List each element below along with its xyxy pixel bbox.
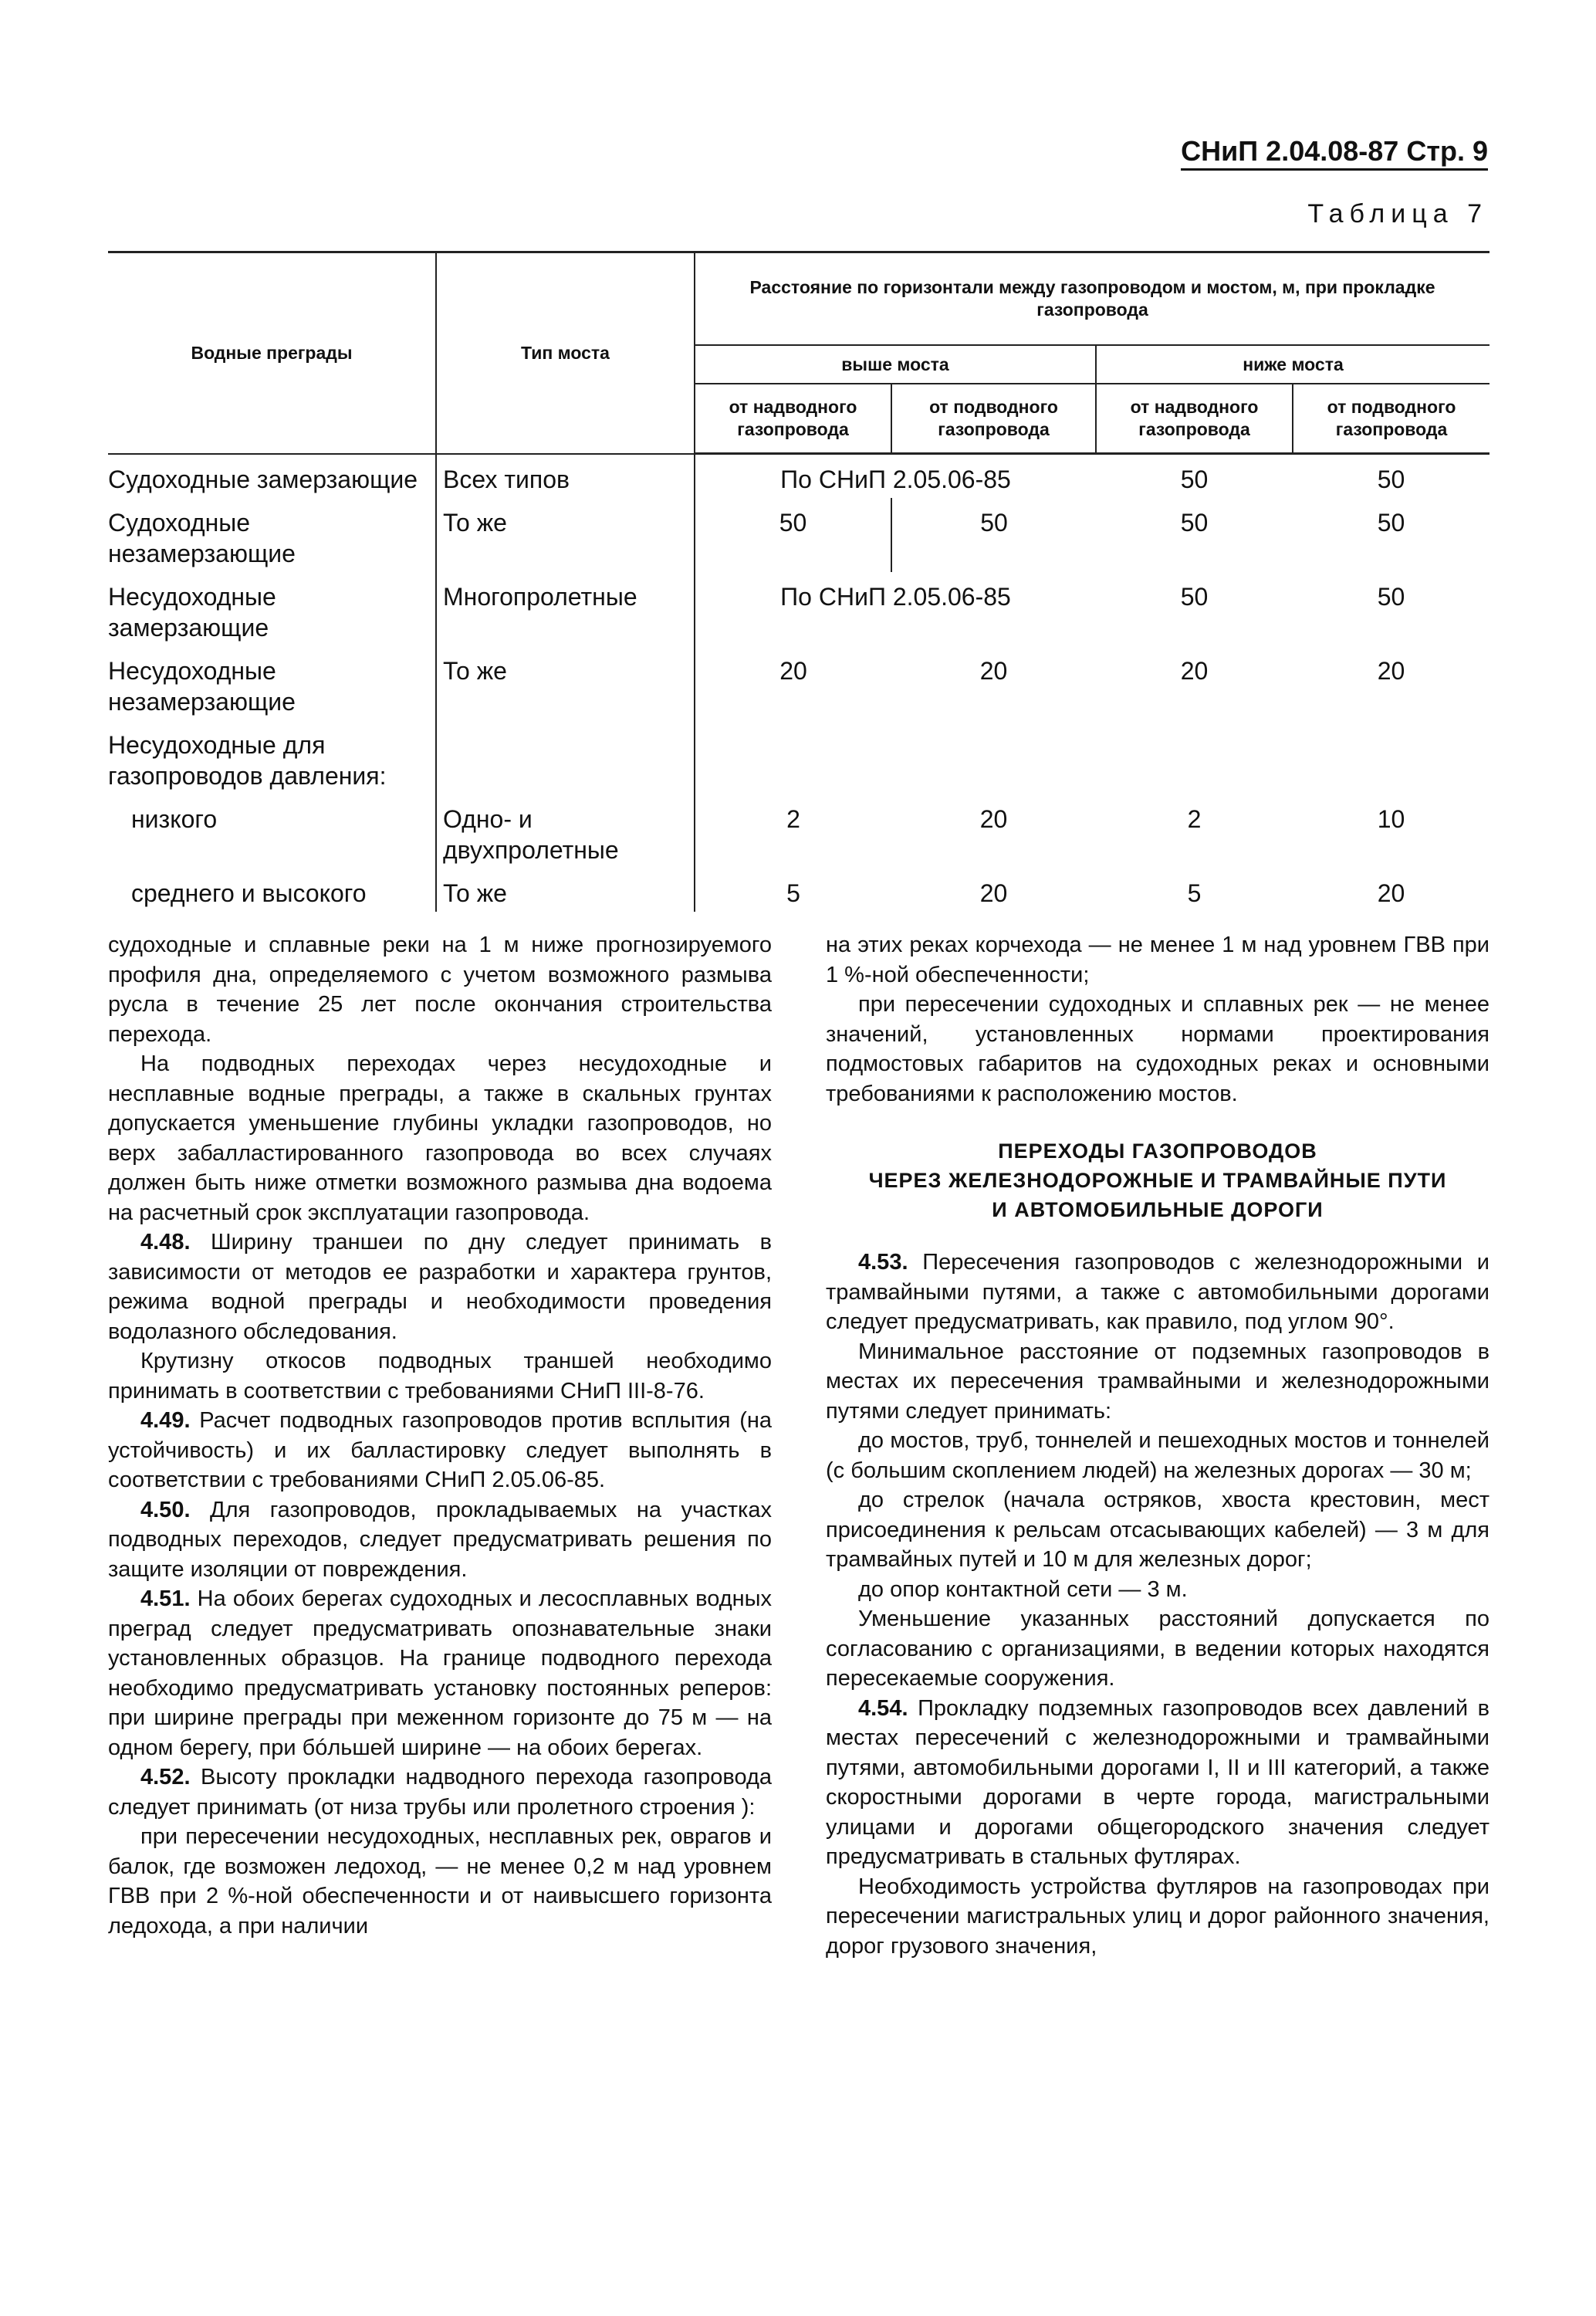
header-barriers: Водные преграды xyxy=(108,252,436,454)
header-above-from-overwater: от надводного газопровода xyxy=(695,384,891,454)
table-row: Несудоходные для газопроводов давления: xyxy=(108,720,1489,794)
paragraph: до опор контактной сети — 3 м. xyxy=(858,1576,1188,1602)
header-below-from-overwater: от надводного газопровода xyxy=(1096,384,1293,454)
header-bridge-type: Тип моста xyxy=(436,252,695,454)
clause-4-54: 4.54. Прокладку подземных газопроводов всех давлений в местах пересечений с железнодорожными и трамвайными путями, автомобильными дорогами I, II и III категорий, а также скоростными дорогами в черте города, магистральными улицами и дорогами общегородского значения следует предусматривать в стальных футлярах. xyxy=(826,1695,1489,1869)
paragraph: Необходимость устройства футляров на газопроводах при пересечении магистральных улиц и дорог районного значения, дорог грузового значения, xyxy=(826,1874,1489,1959)
header-below: ниже моста xyxy=(1096,345,1489,384)
clause-4-50: 4.50. Для газопроводов, прокладываемых на участках подводных переходов, следует предусматривать решения по защите изоляции от повреждения. xyxy=(108,1497,772,1582)
table-row: среднего и высокого То же 5 20 5 20 xyxy=(108,868,1489,912)
page-number: Стр. 9 xyxy=(1406,135,1488,167)
table-row: Несудоходные незамерзающие То же 20 20 20 20 xyxy=(108,646,1489,720)
header-below-from-underwater: от подводного газопровода xyxy=(1293,384,1489,454)
header-above: выше моста xyxy=(695,345,1096,384)
paragraph: до стрелок (начала остряков, хвоста крестовин, мест присоединения к рельсам отсасывающих кабелей) — 3 м для трамвайных путей и 10 м для железных дорог; xyxy=(826,1488,1489,1572)
table-row: Судоходные замерзающие Всех типов По СНиП 2.05.06-85 50 50 xyxy=(108,454,1489,499)
paragraph: Минимальное расстояние от подземных газопроводов в местах их пересечения трамвайными и железнодорожными путями следует принимать: xyxy=(826,1339,1489,1424)
paragraph: Уменьшение указанных расстояний допускается по согласованию с организациями, в ведении которых находятся пересекаемые сооружения. xyxy=(826,1607,1489,1691)
paragraph: на этих реках корчехода — не менее 1 м над уровнем ГВВ при 1 %-ной обеспеченности; xyxy=(826,933,1489,987)
table-caption: Таблица 7 xyxy=(1307,199,1488,229)
table-row: низкого Одно- и двухпролетные 2 20 2 10 xyxy=(108,794,1489,868)
header-distance: Расстояние по горизонтали между газопроводом и мостом, м, при прокладке газопровода xyxy=(695,252,1489,346)
section-heading: ПЕРЕХОДЫ ГАЗОПРОВОДОВ ЧЕРЕЗ ЖЕЛЕЗНОДОРОЖНЫЕ И ТРАМВАЙНЫЕ ПУТИ И АВТОМОБИЛЬНЫЕ ДОРОГИ xyxy=(868,1139,1447,1221)
paragraph: Крутизну откосов подводных траншей необходимо принимать в соответствии с требованиями СНиП III-8-76. xyxy=(108,1349,772,1403)
doc-code: СНиП 2.04.08-87 xyxy=(1181,135,1399,167)
paragraph: судоходные и сплавные реки на 1 м ниже прогнозируемого профиля дна, определяемого с учетом возможного размыва русла в течение 25 лет после окончания строительства перехода. xyxy=(108,933,772,1047)
paragraph: при пересечении несудоходных, несплавных рек, оврагов и балок, где возможен ледоход, — не менее 0,2 м над уровнем ГВВ при 2 %-ной обеспеченности и от наивысшего горизонта ледохода, а при наличии xyxy=(108,1824,772,1938)
clause-4-53: 4.53. Пересечения газопроводов с железнодорожными и трамвайными путями, а также с автомобильными дорогами следует предусматривать, как правило, под углом 90°. xyxy=(826,1250,1490,1334)
paragraph: до мостов, труб, тоннелей и пешеходных мостов и тоннелей (с большим скоплением людей) на железных дорогах — 30 м; xyxy=(826,1428,1489,1483)
clause-4-51: 4.51. На обоих берегах судоходных и лесосплавных водных преград следует предусматривать опознавательные знаки установленных образцов. На границе подводного перехода необходимо предусматривать установку постоянных реперов: при ширине преграды при меженном горизонте до 75 м — на одном берегу, при бóльшей ширине — на обоих берегах. xyxy=(108,1586,772,1760)
clause-4-49: 4.49. Расчет подводных газопроводов против всплытия (на устойчивость) и их балластировку следует выполнять в соответствии с требованиями СНиП 2.05.06-85. xyxy=(108,1408,772,1492)
clause-4-52: 4.52. Высоту прокладки надводного перехода газопровода следует принимать (от низа трубы или пролетного строения ): xyxy=(108,1765,772,1820)
page-header xyxy=(1181,135,1488,168)
distance-table xyxy=(108,251,1489,912)
clause-4-48: 4.48. Ширину траншеи по дну следует принимать в зависимости от методов ее разработки и характера грунтов, режима водной преграды и необходимости проведения водолазного обследования. xyxy=(108,1230,773,1344)
table-row: Судоходные незамерзающие То же 50 50 50 50 xyxy=(108,498,1489,572)
right-column xyxy=(826,930,1489,1961)
left-column xyxy=(108,930,772,1941)
paragraph: при пересечении судоходных и сплавных рек — не менее значений, установленных нормами проектирования подмостовых габаритов на судоходных реках и основными требованиями к расположению мостов. xyxy=(826,992,1489,1106)
table-row: Несудоходные замерзающие Многопролетные По СНиП 2.05.06-85 50 50 xyxy=(108,572,1489,646)
paragraph: На подводных переходах через несудоходные и несплавные водные преграды, а также в скальных грунтах допускается уменьшение глубины укладки газопроводов, но верх забалластированного газопровода во всех случаях должен быть ниже отметки возможного размыва дна водоема на расчетный срок эксплуатации газопровода. xyxy=(108,1051,772,1225)
header-above-from-underwater: от подводного газопровода xyxy=(891,384,1096,454)
